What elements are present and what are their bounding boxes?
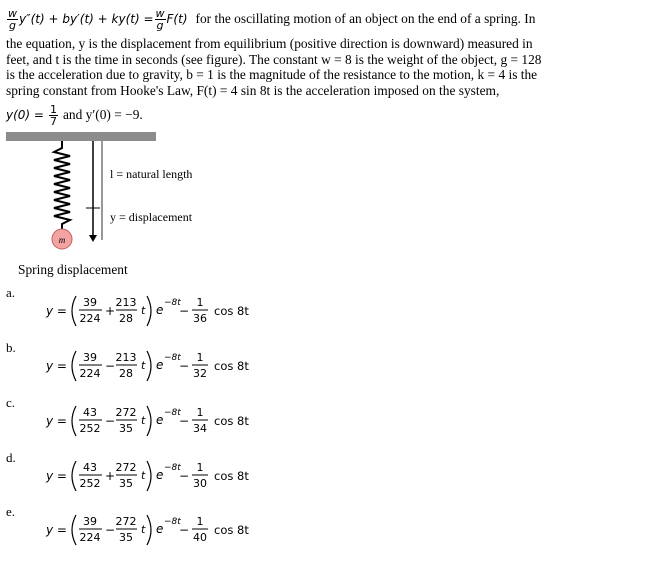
c-denominator: 36 bbox=[193, 312, 207, 325]
natural-length-label: l = natural length bbox=[110, 167, 193, 181]
operator: − bbox=[104, 414, 116, 428]
mass-label: m bbox=[58, 235, 66, 245]
operator: + bbox=[104, 304, 116, 318]
y-equals: y = bbox=[46, 469, 67, 483]
c-numerator: 1 bbox=[196, 461, 204, 474]
choice-equation bbox=[26, 401, 286, 441]
choice-equation bbox=[26, 510, 286, 550]
b-numerator: 213 bbox=[115, 296, 137, 309]
c-numerator: 1 bbox=[196, 296, 204, 309]
left-paren bbox=[72, 515, 76, 545]
ceiling bbox=[6, 132, 156, 141]
choice-label: b. bbox=[6, 340, 16, 355]
problem-text-line-5: spring constant from Hooke's Law, F(t) = 4 sin 8t is the acceleration imposed on the system, bbox=[6, 83, 500, 98]
right-paren bbox=[147, 406, 151, 436]
t-variable: t bbox=[141, 414, 146, 427]
c-denominator: 34 bbox=[193, 422, 207, 435]
differential-equation: $\frac{w}{g}$ y″(t) + by′(t) + ky(t) = $\frac{w}{g}$ F(t) for the oscillating motion of an object on the end of a spring. In bbox=[8, 6, 536, 32]
c-numerator: 1 bbox=[196, 515, 204, 528]
choice-equation bbox=[26, 346, 286, 386]
b-numerator: 272 bbox=[115, 406, 137, 419]
cos-term: cos 8t bbox=[214, 469, 249, 483]
a-numerator: 39 bbox=[83, 515, 97, 528]
a-denominator: 224 bbox=[79, 312, 101, 325]
a-denominator: 252 bbox=[79, 477, 101, 490]
a-numerator: 39 bbox=[83, 296, 97, 309]
ic-y0-den: 7 bbox=[49, 114, 57, 128]
minus-sign: − bbox=[178, 414, 190, 428]
displacement-label: y = displacement bbox=[110, 210, 193, 224]
b-denominator: 28 bbox=[119, 367, 133, 380]
exponent: −8t bbox=[164, 517, 181, 527]
t-variable: t bbox=[141, 359, 146, 372]
spring-coil bbox=[54, 141, 70, 230]
c-denominator: 30 bbox=[193, 477, 207, 490]
operator: − bbox=[104, 523, 116, 537]
operator: − bbox=[104, 359, 116, 373]
b-denominator: 35 bbox=[119, 477, 133, 490]
choice-equation bbox=[26, 291, 286, 331]
displacement-arrowhead bbox=[89, 235, 97, 242]
left-paren bbox=[72, 461, 76, 491]
choice-label: c. bbox=[6, 395, 16, 410]
b-denominator: 28 bbox=[119, 312, 133, 325]
b-denominator: 35 bbox=[119, 531, 133, 544]
e-base: e bbox=[156, 522, 164, 536]
exponent: −8t bbox=[164, 298, 181, 308]
exponent: −8t bbox=[164, 408, 181, 418]
e-base: e bbox=[156, 358, 164, 372]
left-paren bbox=[72, 296, 76, 326]
minus-sign: − bbox=[178, 469, 190, 483]
problem-text-line-2: the equation, y is the displacement from equilibrium (positive direction is downward) measured in bbox=[6, 36, 533, 51]
problem-text-line-3: feet, and t is the time in seconds (see figure). The constant w = 8 is the weight of the object, g = 128 bbox=[6, 52, 542, 67]
right-paren bbox=[147, 296, 151, 326]
e-base: e bbox=[156, 303, 164, 317]
y-equals: y = bbox=[46, 304, 67, 318]
ic-y0-lhs: y(0) = bbox=[6, 108, 44, 122]
operator: + bbox=[104, 469, 116, 483]
b-numerator: 272 bbox=[115, 461, 137, 474]
c-denominator: 32 bbox=[193, 367, 207, 380]
a-denominator: 252 bbox=[79, 422, 101, 435]
figure-caption: Spring displacement bbox=[18, 262, 128, 277]
choice-label: a. bbox=[6, 285, 16, 300]
equation-description: for the oscillating motion of an object on the end of a spring. In bbox=[195, 11, 536, 26]
b-denominator: 35 bbox=[119, 422, 133, 435]
spring-figure bbox=[6, 132, 266, 257]
choice-label: e. bbox=[6, 504, 16, 519]
e-base: e bbox=[156, 413, 164, 427]
a-denominator: 224 bbox=[79, 367, 101, 380]
minus-sign: − bbox=[178, 523, 190, 537]
y-equals: y = bbox=[46, 359, 67, 373]
ic-y0-num: 1 bbox=[49, 102, 57, 116]
minus-sign: − bbox=[178, 359, 190, 373]
y-equals: y = bbox=[46, 414, 67, 428]
t-variable: t bbox=[141, 523, 146, 536]
c-numerator: 1 bbox=[196, 351, 204, 364]
c-numerator: 1 bbox=[196, 406, 204, 419]
cos-term: cos 8t bbox=[214, 304, 249, 318]
a-numerator: 43 bbox=[83, 461, 97, 474]
b-numerator: 213 bbox=[115, 351, 137, 364]
choice-label: d. bbox=[6, 450, 16, 465]
problem-text-line-4: is the acceleration due to gravity, b = 1 is the magnitude of the resistance to the motion, k = 4 is the bbox=[6, 67, 538, 82]
a-numerator: 43 bbox=[83, 406, 97, 419]
c-denominator: 40 bbox=[193, 531, 207, 544]
t-variable: t bbox=[141, 304, 146, 317]
y-equals: y = bbox=[46, 523, 67, 537]
a-numerator: 39 bbox=[83, 351, 97, 364]
t-variable: t bbox=[141, 469, 146, 482]
minus-sign: − bbox=[178, 304, 190, 318]
cos-term: cos 8t bbox=[214, 359, 249, 373]
right-paren bbox=[147, 461, 151, 491]
a-denominator: 224 bbox=[79, 531, 101, 544]
ic-and: and y′(0) = −9. bbox=[62, 107, 143, 122]
b-numerator: 272 bbox=[115, 515, 137, 528]
cos-term: cos 8t bbox=[214, 414, 249, 428]
left-paren bbox=[72, 351, 76, 381]
right-paren bbox=[147, 351, 151, 381]
right-paren bbox=[147, 515, 151, 545]
initial-conditions bbox=[6, 98, 143, 132]
exponent: −8t bbox=[164, 463, 181, 473]
exponent: −8t bbox=[164, 353, 181, 363]
e-base: e bbox=[156, 468, 164, 482]
choice-equation bbox=[26, 456, 286, 496]
cos-term: cos 8t bbox=[214, 523, 249, 537]
left-paren bbox=[72, 406, 76, 436]
